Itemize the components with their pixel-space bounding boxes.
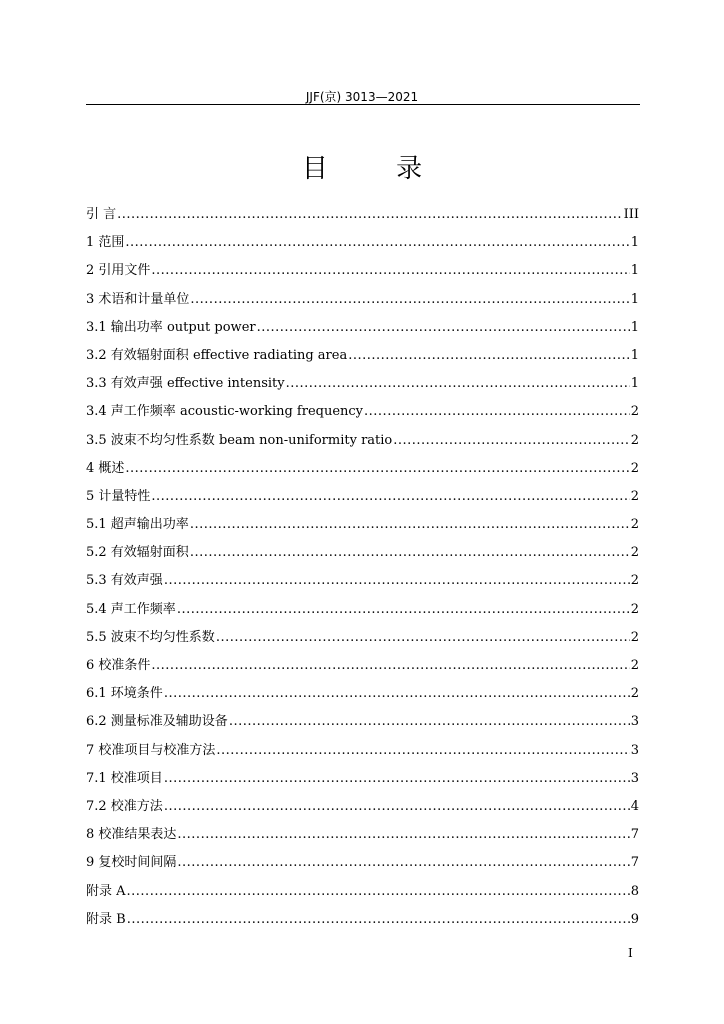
toc-dot-leader (177, 827, 629, 842)
toc-entry-page: 1 (630, 263, 639, 279)
toc-dot-leader (177, 602, 630, 617)
toc-entry-page: 4 (630, 798, 639, 814)
toc-entry-page: 9 (630, 911, 639, 927)
toc-entry-label: 9 复校时间间隔 (86, 855, 177, 871)
toc-entry-page: 7 (630, 855, 639, 871)
toc-entry-label: 3.2 有效辐射面积 effective radiating area (86, 347, 348, 363)
toc-entry[interactable] (86, 795, 639, 823)
toc-entry[interactable] (86, 485, 639, 513)
toc-entry-label: 附录 B (86, 911, 126, 927)
toc-dot-leader (216, 743, 629, 758)
toc-entry[interactable] (86, 851, 639, 879)
toc-entry-page: 1 (630, 235, 639, 251)
toc-entry[interactable] (86, 231, 639, 259)
toc-entry[interactable] (86, 569, 639, 597)
toc-dot-leader (364, 404, 630, 419)
toc-entry[interactable] (86, 203, 639, 231)
toc-entry-label: 5.5 波束不均匀性系数 (86, 629, 215, 645)
toc-entry[interactable] (86, 710, 639, 738)
toc-entry-label: 3.1 输出功率 output power (86, 319, 256, 335)
toc-entry-page: 2 (630, 432, 639, 448)
toc-dot-leader (127, 884, 630, 899)
toc-entry-label: 5 计量特性 (86, 488, 151, 504)
toc-dot-leader (117, 207, 622, 222)
toc-entry-page: 1 (630, 319, 639, 335)
toc-entry-page: 2 (630, 573, 639, 589)
toc-entry-page: 3 (630, 770, 639, 786)
toc-dot-leader (164, 573, 630, 588)
toc-entry-page: 2 (630, 517, 639, 533)
toc-dot-leader (229, 714, 630, 729)
toc-entry[interactable] (86, 626, 639, 654)
toc-entry[interactable] (86, 682, 639, 710)
toc-dot-leader (125, 461, 629, 476)
toc-entry-page: 1 (630, 376, 639, 392)
toc-entry-page: 2 (630, 488, 639, 504)
toc-entry[interactable] (86, 541, 639, 569)
toc-entry[interactable] (86, 316, 639, 344)
toc-dot-leader (177, 855, 629, 870)
toc-entry-page: 2 (630, 601, 639, 617)
toc-entry-page: 2 (630, 404, 639, 420)
toc-dot-leader (190, 545, 630, 560)
toc-dot-leader (190, 517, 630, 532)
toc-entry[interactable] (86, 908, 639, 936)
toc-entry-page: 2 (630, 460, 639, 476)
toc-entry-label: 6 校准条件 (86, 658, 151, 673)
toc-dot-leader (216, 630, 630, 645)
toc-dot-leader (164, 771, 630, 786)
document-header: JJF(京) 3013—2021 (305, 90, 419, 104)
toc-dot-leader (393, 433, 629, 448)
toc-entry-label: 5.4 声工作频率 (86, 601, 176, 617)
toc-entry-label: 3.3 有效声强 effective intensity (86, 376, 285, 392)
toc-entry-label: 2 引用文件 (86, 263, 151, 279)
toc-entry[interactable] (86, 400, 639, 428)
toc-entry-page: 2 (630, 545, 639, 561)
footer-page-number: I (628, 946, 633, 960)
toc-entry-label: 7.1 校准项目 (86, 770, 163, 786)
toc-entry-label: 7.2 校准方法 (86, 798, 163, 814)
toc-entry-label: 附录 A (86, 883, 126, 899)
toc-entry[interactable] (86, 259, 639, 287)
toc-dot-leader (151, 263, 629, 278)
toc-entry-label: 5.1 超声输出功率 (86, 517, 189, 533)
toc-entry-label: 1 范围 (86, 235, 125, 251)
toc-entry-label: 6.2 测量标准及辅助设备 (86, 714, 228, 730)
toc-entry[interactable] (86, 654, 639, 682)
toc-entry-label: 3.5 波束不均匀性系数 beam non-uniformity ratio (86, 432, 393, 448)
toc-entry-page: 3 (630, 714, 639, 730)
toc-entry-page: 8 (630, 883, 639, 899)
page-title: 目 录 (301, 154, 453, 184)
toc-entry[interactable] (86, 344, 639, 372)
toc-entry[interactable] (86, 767, 639, 795)
toc-entry[interactable] (86, 429, 639, 457)
toc-dot-leader (164, 686, 630, 701)
toc-entry-label: 8 校准结果表达 (86, 827, 177, 843)
toc-entry-label: 7 校准项目与校准方法 (86, 742, 216, 758)
toc-dot-leader (190, 292, 629, 307)
toc-entry-page: 3 (630, 742, 639, 758)
toc-entry-label: 5.2 有效辐射面积 (86, 545, 189, 561)
toc-dot-leader (151, 489, 629, 504)
toc-entry[interactable] (86, 880, 639, 908)
toc-entry-page: 2 (630, 686, 639, 702)
toc-entry-page: III (623, 207, 639, 222)
toc-dot-leader (127, 912, 630, 927)
toc-dot-leader (286, 376, 630, 391)
toc-entry-page: 7 (630, 827, 639, 843)
toc-entry[interactable] (86, 598, 639, 626)
toc-entry-page: 2 (630, 629, 639, 645)
toc-dot-leader (151, 658, 629, 673)
toc-entry[interactable] (86, 513, 639, 541)
toc-entry-page: 2 (630, 658, 639, 673)
toc-entry-page: 1 (630, 291, 639, 307)
toc-entry-label: 4 概述 (86, 460, 125, 476)
header-rule (86, 104, 640, 105)
toc-dot-leader (164, 799, 630, 814)
toc-dot-leader (348, 348, 630, 363)
toc-entry-label: 3 术语和计量单位 (86, 291, 190, 307)
toc-entry-label: 6.1 环境条件 (86, 686, 163, 702)
toc-entry[interactable] (86, 372, 639, 400)
toc-entry-page: 1 (630, 347, 639, 363)
toc-entry-label: 3.4 声工作频率 acoustic-working frequency (86, 404, 364, 420)
toc-entry-label: 引 言 (86, 207, 117, 222)
toc-entry[interactable] (86, 457, 639, 485)
toc-entry[interactable] (86, 823, 639, 851)
toc-entry[interactable] (86, 739, 639, 767)
toc-entry[interactable] (86, 288, 639, 316)
toc-dot-leader (125, 235, 629, 250)
table-of-contents (86, 203, 639, 936)
toc-dot-leader (257, 320, 630, 335)
toc-entry-label: 5.3 有效声强 (86, 573, 163, 589)
